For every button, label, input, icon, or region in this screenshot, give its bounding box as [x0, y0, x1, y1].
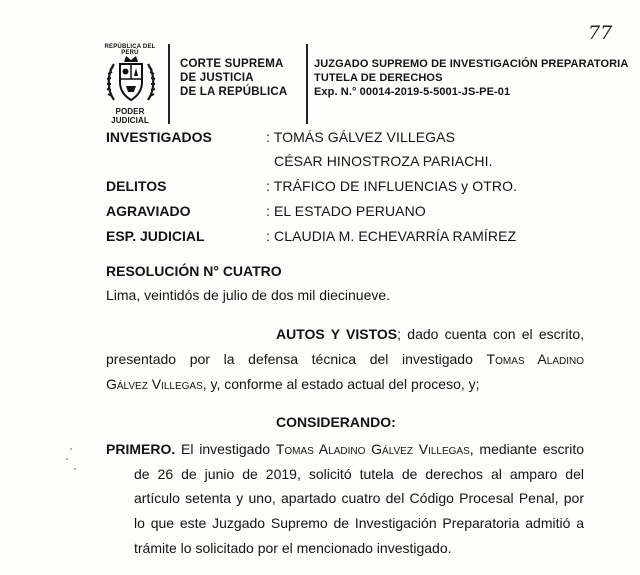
primero-line-1: PRIMERO. El investigado Tomas Aladino Gálvez Villegas, mediante escrito: [106, 441, 585, 457]
autos-line-1: AUTOS Y VISTOS; dado cuenta con el escrito,: [276, 326, 585, 342]
primero-line-3: artículo setenta y uno, apartado cuatro del Código Procesal Penal, por: [134, 490, 584, 506]
primero-line-4: lo que este Juzgado Supremo de Investigación Preparatoria admitió a: [134, 515, 584, 531]
judiciary-seal: [96, 44, 164, 125]
resolution-date: Lima, veintidós de julio de dos mil diecinueve.: [106, 287, 391, 303]
considerando-heading: CONSIDERANDO:: [276, 414, 396, 430]
autos-heading: AUTOS Y VISTOS: [276, 326, 398, 342]
document-header: [96, 44, 629, 125]
seal-caption: PODER JUDICIAL: [111, 107, 149, 125]
coat-of-arms-icon: [106, 52, 156, 106]
court-office: JUZGADO SUPREMO DE INVESTIGACIÓN PREPARATORIA TUTELA DE DERECHOS Exp. N.° 00014-2019-5-5001-JS-PE-01: [314, 57, 634, 99]
resolution-title: RESOLUCIÓN N° CUATRO: [106, 263, 282, 279]
scan-speck: [66, 458, 68, 460]
autos-line-3: Gálvez Villegas, y, conforme al estado actual del proceso, y;: [106, 376, 480, 392]
primero-line-2: de 26 de junio de 2019, solicitó tutela de derechos al amparo del: [134, 466, 584, 482]
case-number: Exp. N.° 00014-2019-5-5001-JS-PE-01: [314, 86, 511, 98]
seal-arc-text: REPÚBLICA DEL PERÚ: [104, 44, 156, 56]
page-number: 77: [588, 22, 613, 44]
header-divider: [306, 44, 308, 124]
scan-speck: [70, 448, 72, 450]
court-name: CORTE SUPREMA DE JUSTICIA DE LA REPÚBLICA: [180, 58, 288, 98]
primero-line-5: trámite lo solicitado por el mencionado investigado.: [134, 540, 452, 556]
primero-label: PRIMERO.: [106, 441, 176, 457]
autos-line-2: presentado por la defensa técnica del investigado Tomas Aladino: [106, 351, 584, 367]
scan-speck: [74, 468, 76, 470]
header-divider: [168, 44, 170, 124]
